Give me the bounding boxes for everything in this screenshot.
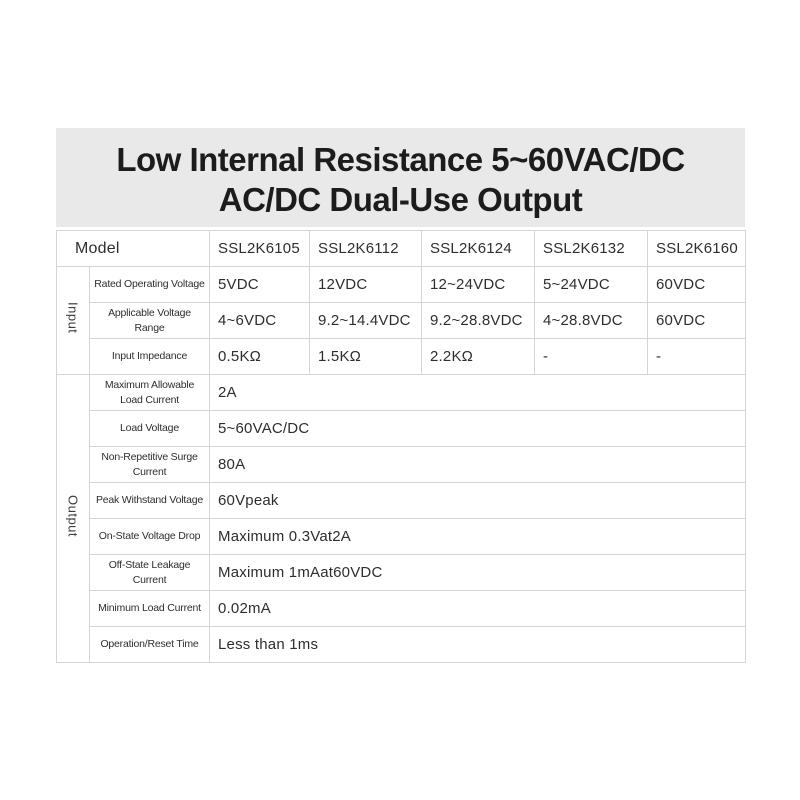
table-row: [57, 303, 746, 339]
spec-row-label: Operation/Reset Time: [90, 627, 210, 663]
spec-value-cell: 12~24VDC: [422, 267, 535, 303]
spec-row-label: Peak Withstand Voltage: [90, 483, 210, 519]
spec-value-cell: -: [535, 339, 648, 375]
spec-value-cell: 60VDC: [648, 267, 746, 303]
output-group-label: Output: [65, 494, 81, 538]
table-row: [57, 555, 746, 591]
spec-row-label: Applicable Voltage Range: [90, 303, 210, 339]
model-name-cell: SSL2K6105: [210, 231, 310, 267]
output-group-cell: [57, 375, 90, 663]
table-row: [57, 447, 746, 483]
spec-row-label: Minimum Load Current: [90, 591, 210, 627]
table-row: [57, 375, 746, 411]
table-row: [57, 627, 746, 663]
table-row: [57, 339, 746, 375]
title-banner: [56, 128, 745, 227]
table-row: [57, 519, 746, 555]
spec-row-label: On-State Voltage Drop: [90, 519, 210, 555]
spec-value-cell: 0.5KΩ: [210, 339, 310, 375]
spec-row-label: Load Voltage: [90, 411, 210, 447]
input-group-label: Input: [65, 302, 81, 334]
spec-row-label: Maximum Allowable Load Current: [90, 375, 210, 411]
spec-value-cell: 0.02mA: [210, 591, 746, 627]
spec-value-cell: 9.2~28.8VDC: [422, 303, 535, 339]
title-line-1: Low Internal Resistance 5~60VAC/DC: [116, 141, 685, 178]
spec-value-cell: 9.2~14.4VDC: [310, 303, 422, 339]
spec-value-cell: 60Vpeak: [210, 483, 746, 519]
spec-value-cell: Maximum 0.3Vat2A: [210, 519, 746, 555]
model-name-cell: SSL2K6112: [310, 231, 422, 267]
spec-row-label: Off-State Leakage Current: [90, 555, 210, 591]
spec-row-label: Rated Operating Voltage: [90, 267, 210, 303]
spec-value-cell: 5~60VAC/DC: [210, 411, 746, 447]
spec-row-label: Non-Repetitive Surge Current: [90, 447, 210, 483]
model-name-cell: SSL2K6132: [535, 231, 648, 267]
spec-value-cell: Less than 1ms: [210, 627, 746, 663]
spec-table: [56, 230, 746, 663]
model-name-cell: SSL2K6124: [422, 231, 535, 267]
model-row: [57, 231, 746, 267]
table-row: [57, 483, 746, 519]
spec-value-cell: 2.2KΩ: [422, 339, 535, 375]
spec-value-cell: -: [648, 339, 746, 375]
model-header-cell: Model: [57, 231, 210, 267]
spec-value-cell: 4~6VDC: [210, 303, 310, 339]
table-row: [57, 591, 746, 627]
spec-value-cell: 4~28.8VDC: [535, 303, 648, 339]
table-row: [57, 411, 746, 447]
spec-value-cell: 60VDC: [648, 303, 746, 339]
spec-value-cell: 2A: [210, 375, 746, 411]
table-row: [57, 267, 746, 303]
title-line-2: AC/DC Dual-Use Output: [218, 181, 583, 218]
spec-value-cell: 12VDC: [310, 267, 422, 303]
spec-row-label: Input Impedance: [90, 339, 210, 375]
model-name-cell: SSL2K6160: [648, 231, 746, 267]
input-group-cell: [57, 267, 90, 375]
spec-value-cell: 5~24VDC: [535, 267, 648, 303]
spec-value-cell: 5VDC: [210, 267, 310, 303]
spec-value-cell: 1.5KΩ: [310, 339, 422, 375]
spec-value-cell: Maximum 1mAat60VDC: [210, 555, 746, 591]
spec-value-cell: 80A: [210, 447, 746, 483]
